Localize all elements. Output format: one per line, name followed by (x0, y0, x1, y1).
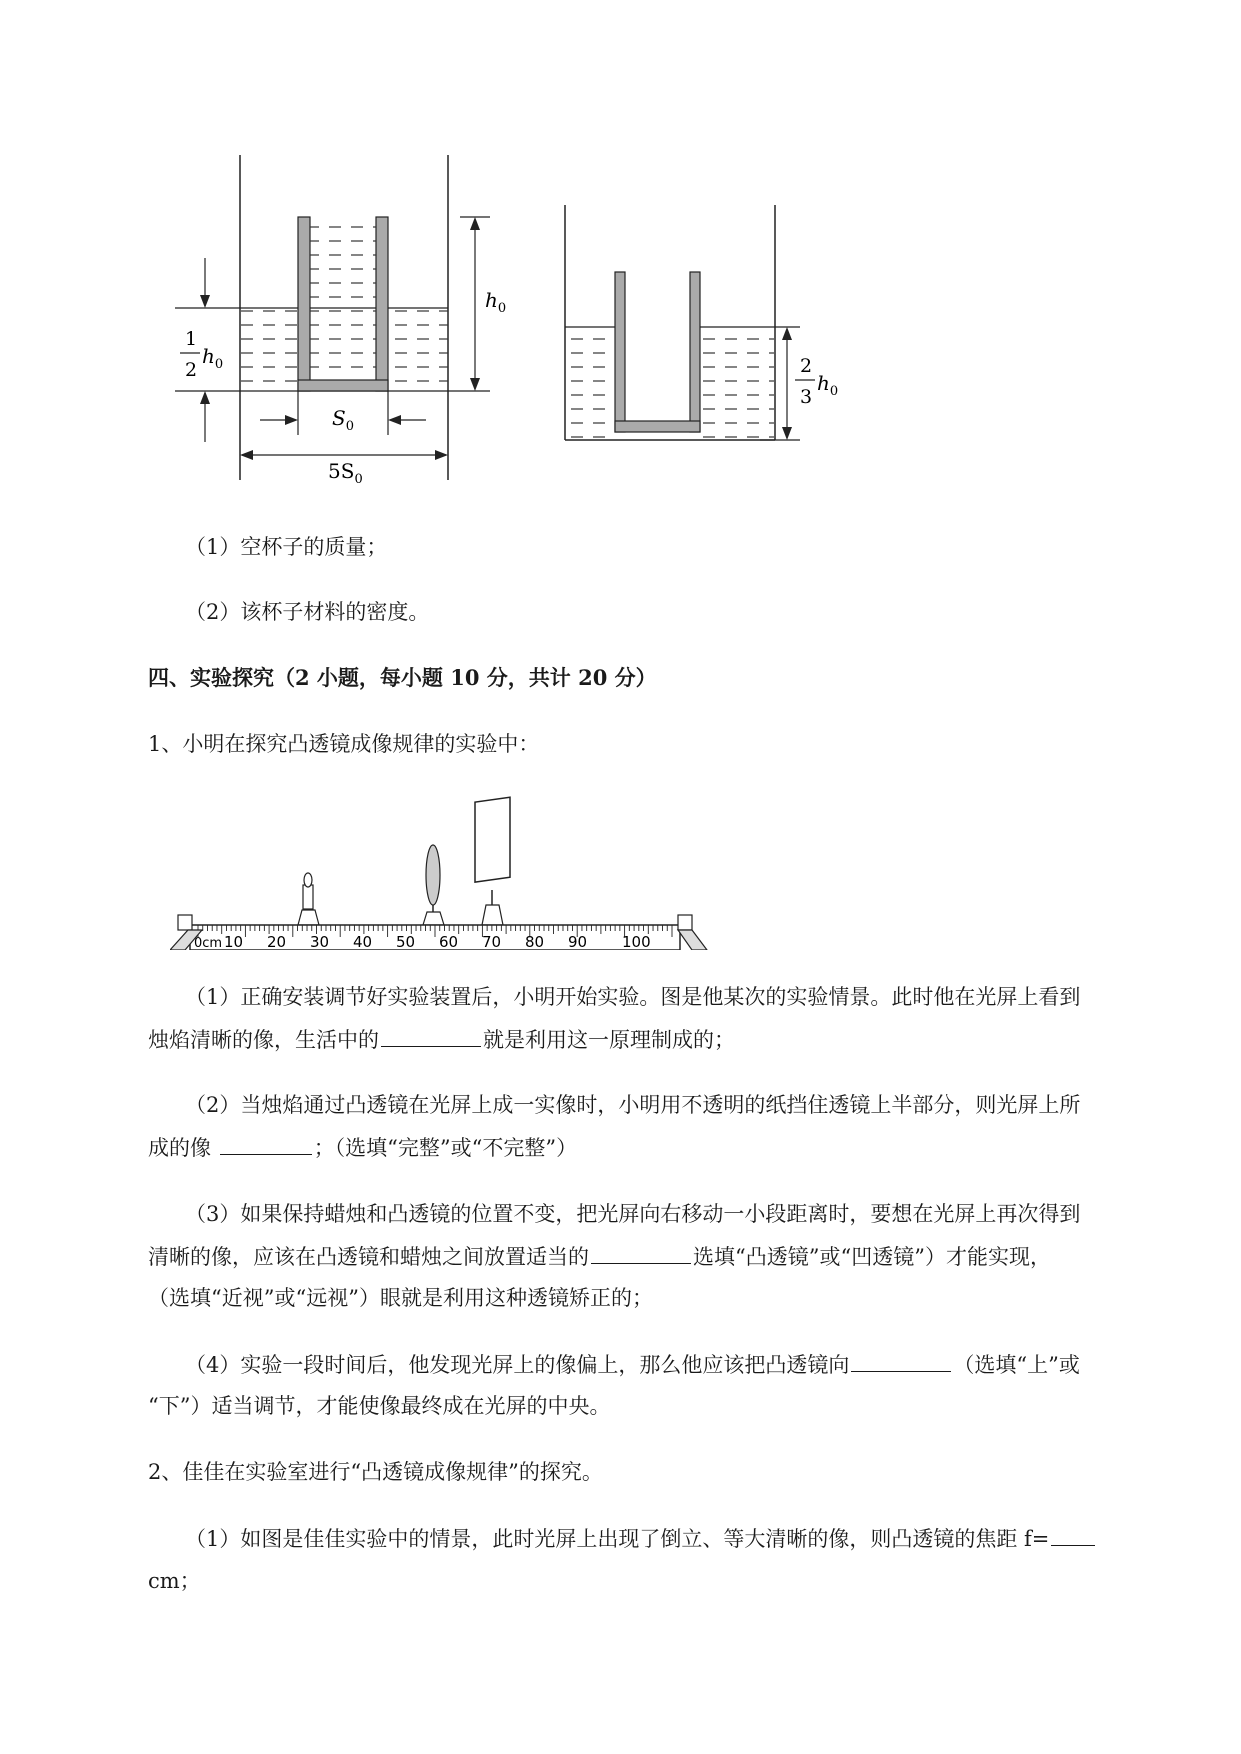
question-line-1: （1）空杯子的质量； (185, 535, 388, 559)
question-line-2: （2）该杯子材料的密度。 (185, 600, 430, 624)
p1-q3-line1: （3）如果保持蜡烛和凸透镜的位置不变，把光屏向右移动一小段距离时，要想在光屏上再次得到 (185, 1202, 1081, 1226)
section-heading: 四、实验探究（2 小题，每小题 10 分，共计 20 分） (148, 665, 657, 690)
ruler-tick-label: 80 (525, 933, 545, 950)
ruler-tick-label: 30 (310, 933, 330, 950)
p1-q4-line2: “下”）适当调节，才能使像最终成在光屏的中央。 (148, 1394, 611, 1418)
label-twothirds-h0: $h_0$ (817, 371, 839, 399)
label-5S0: $5S_0$ (328, 459, 363, 487)
text: 成的像 (148, 1136, 218, 1160)
ruler-tick-label: 100 (622, 933, 651, 950)
problem1-intro: 1、小明在探究凸透镜成像规律的实验中： (148, 732, 540, 756)
label-half-h0: $h_0$ (202, 344, 224, 372)
p1-q3-line2 (148, 1241, 1158, 1272)
text: （1）如图是佳佳实验中的情景，此时光屏上出现了倒立、等大清晰的像，则凸透镜的焦距 f= (185, 1527, 1050, 1551)
optical-bench-diagram (170, 790, 710, 950)
answer-blank[interactable] (220, 1132, 312, 1155)
problem2-intro: 2、佳佳在实验室进行“凸透镜成像规律”的探究。 (148, 1460, 603, 1484)
answer-blank[interactable] (381, 1024, 481, 1047)
label-S0: $S_0$ (332, 406, 354, 434)
label-half-den: 2 (185, 359, 198, 381)
answer-blank[interactable] (1051, 1523, 1095, 1546)
p1-q2-line2 (148, 1132, 1158, 1163)
text: 烛焰清晰的像，生活中的 (148, 1028, 379, 1052)
p1-q3-line3: （选填“近视”或“远视”）眼就是利用这种透镜矫正的； (148, 1286, 653, 1310)
label-half-num: 1 (185, 328, 198, 350)
ruler-unit-label: 0cm (194, 936, 223, 950)
answer-blank[interactable] (591, 1241, 691, 1264)
text: 就是利用这一原理制成的； (483, 1028, 735, 1052)
p2-q1-line2: cm； (148, 1569, 201, 1593)
ruler-tick-label: 70 (482, 933, 502, 950)
p1-q1-line2 (148, 1024, 1158, 1055)
ruler-tick-label: 50 (396, 933, 416, 950)
answer-blank[interactable] (851, 1349, 951, 1372)
text: （4）实验一段时间后，他发现光屏上的像偏上，那么他应该把凸透镜向 (185, 1353, 850, 1377)
p1-q1-line1: （1）正确安装调节好实验装置后，小明开始实验。图是他某次的实验情景。此时他在光屏上看到 (185, 985, 1081, 1009)
ruler-tick-label: 40 (353, 933, 373, 950)
label-twothirds-den: 3 (800, 386, 813, 408)
p1-q2-line1: （2）当烛焰通过凸透镜在光屏上成一实像时，小明用不透明的纸挡住透镜上半部分，则光屏上所 (185, 1093, 1081, 1117)
text: 选填“凸透镜”或“凹透镜”）才能实现， (693, 1245, 1051, 1269)
text: ；（选填“完整”或“不完整”） (313, 1136, 578, 1160)
container-diagram (150, 150, 870, 490)
label-twothirds-num: 2 (800, 355, 813, 377)
ruler-tick-label: 90 (568, 933, 588, 950)
ruler-tick-label: 60 (439, 933, 459, 950)
text: （选填“上”或 (953, 1353, 1080, 1377)
label-h0: $h_0$ (485, 288, 507, 316)
ruler-tick-label: 20 (267, 933, 287, 950)
ruler-tick-label: 10 (224, 933, 244, 950)
p2-q1-line1 (185, 1523, 1160, 1554)
text: 清晰的像，应该在凸透镜和蜡烛之间放置适当的 (148, 1245, 589, 1269)
p1-q4-line1 (185, 1349, 1160, 1380)
